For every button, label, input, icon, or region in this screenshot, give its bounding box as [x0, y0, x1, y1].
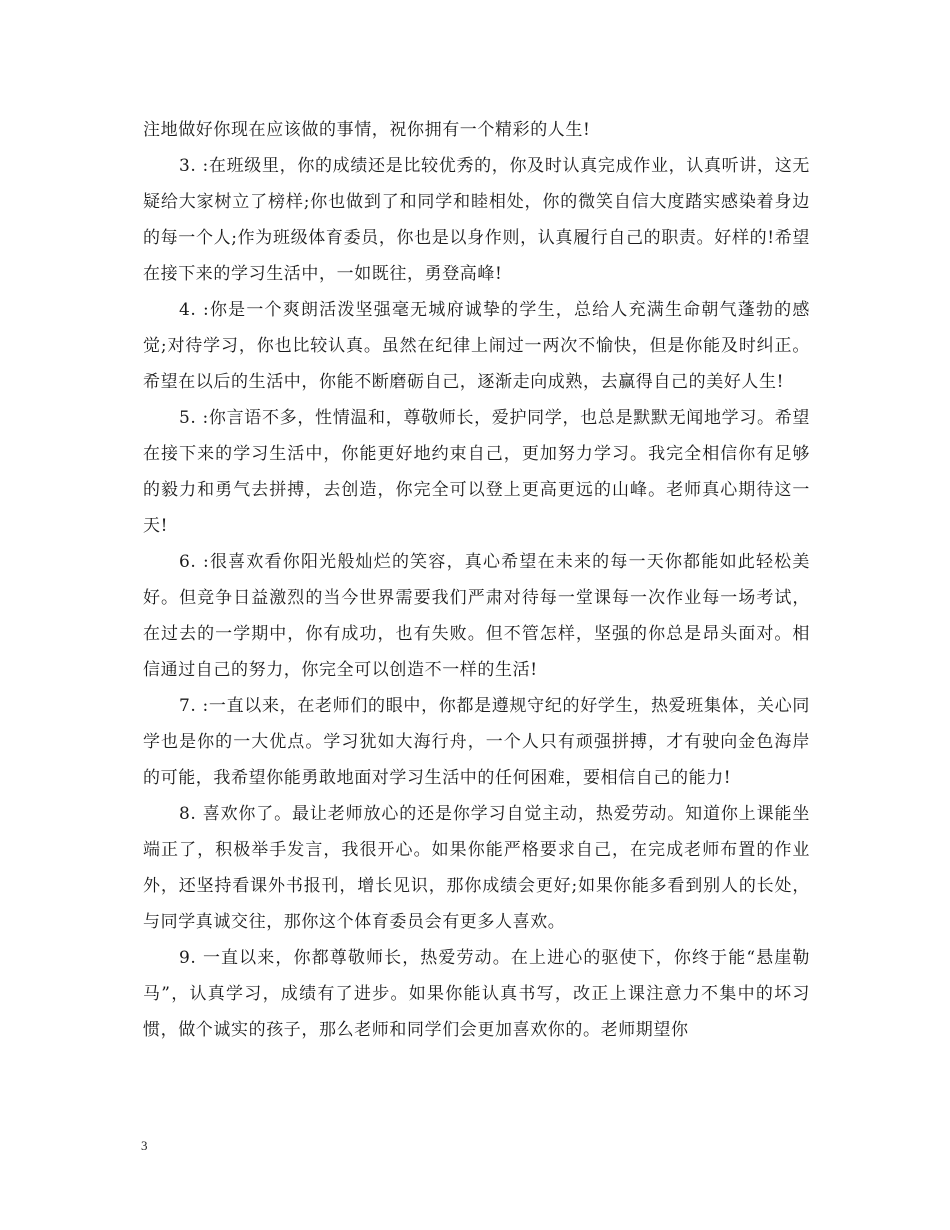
paragraph-item-9: 9. 一直以来，你都尊敬师长，热爱劳动。在上进心的驱使下，你终于能“悬崖勒马”，认真学习，成绩有了进步。如果你能认真书写，改正上课注意力不集中的坏习惯，做个诚实的孩子，那么老师和同学们会更加喜欢你的。老师期望你 [143, 948, 810, 1040]
paragraph-item-8: 8. 喜欢你了。最让老师放心的还是你学习自觉主动，热爱劳动。知道你上课能坐端正了，积极举手发言，我很开心。如果你能严格要求自己，在完成老师布置的作业外，还坚持看课外书报刊，增长见识，那你成绩会更好;如果你能多看到别人的长处，与同学真诚交往，那你这个体育委员会有更多人喜欢。 [143, 804, 810, 932]
paragraph-item-5: 5. :你言语不多，性情温和，尊敬师长，爱护同学，也总是默默无闻地学习。希望在接下来的学习生活中，你能更好地约束自己，更加努力学习。我完全相信你有足够的毅力和勇气去拼搏，去创造，你完全可以登上更高更远的山峰。老师真心期待这一天! [143, 408, 810, 536]
paragraph-item-3: 3. :在班级里，你的成绩还是比较优秀的，你及时认真完成作业，认真听讲，这无疑给大家树立了榜样;你也做到了和同学和睦相处，你的微笑自信大度踏实感染着身边的每一个人;作为班级体育委员，你也是以身作则，认真履行自己的职责。好样的!希望在接下来的学习生活中，一如既往，勇登高峰! [143, 156, 810, 284]
paragraph-continuation: 注地做好你现在应该做的事情，祝你拥有一个精彩的人生! [143, 120, 591, 140]
page-number: 3 [141, 1138, 148, 1153]
document-body [143, 112, 810, 1048]
paragraph-item-7: 7. :一直以来，在老师们的眼中，你都是遵规守纪的好学生，热爱班集体，关心同学也是你的一大优点。学习犹如大海行舟，一个人只有顽强拼搏，才有驶向金色海岸的可能，我希望你能勇敢地面对学习生活中的任何困难，要相信自己的能力! [143, 696, 810, 788]
paragraph-item-4: 4. :你是一个爽朗活泼坚强毫无城府诚挚的学生，总给人充满生命朝气蓬勃的感觉;对待学习，你也比较认真。虽然在纪律上闹过一两次不愉快，但是你能及时纠正。希望在以后的生活中，你能不断磨砺自己，逐渐走向成熟，去赢得自己的美好人生! [143, 300, 810, 392]
paragraph-item-6: 6. :很喜欢看你阳光般灿烂的笑容，真心希望在未来的每一天你都能如此轻松美好。但竞争日益激烈的当今世界需要我们严肃对待每一堂课每一次作业每一场考试，在过去的一学期中，你有成功，也有失败。但不管怎样，坚强的你总是昂头面对。相信通过自己的努力，你完全可以创造不一样的生活! [143, 552, 810, 680]
